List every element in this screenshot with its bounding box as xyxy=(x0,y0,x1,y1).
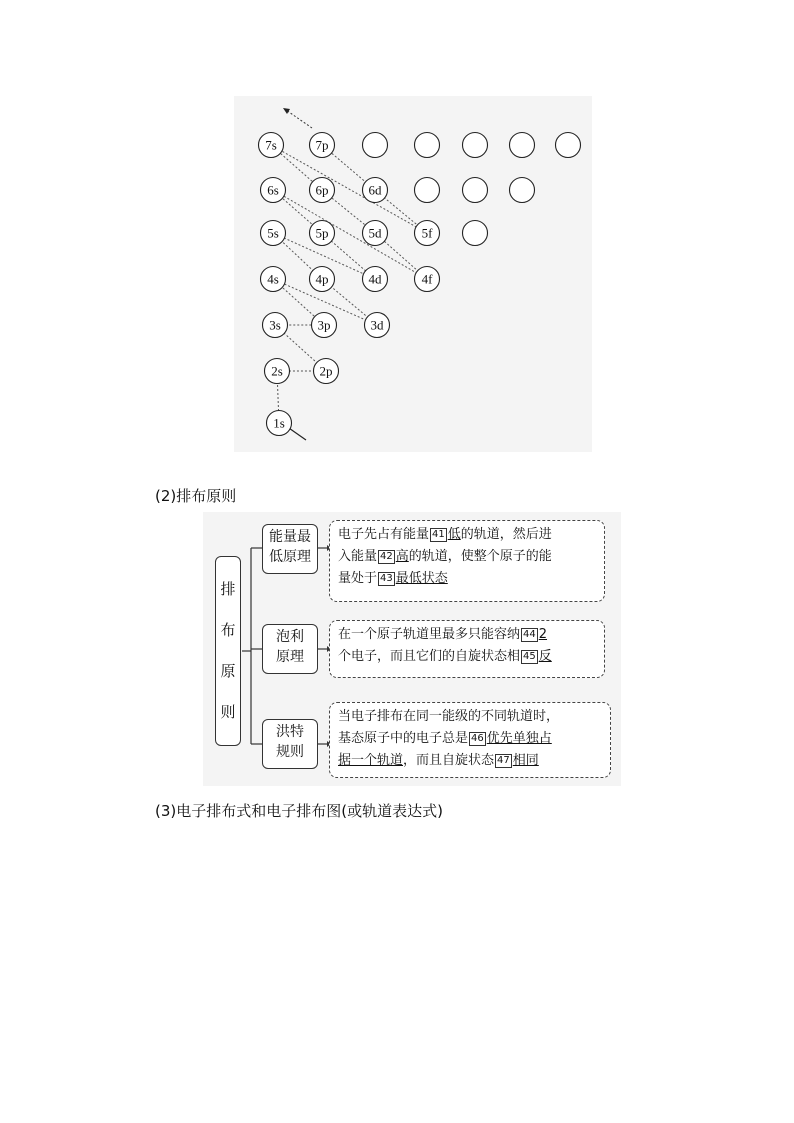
orbital-label: 5d xyxy=(368,225,382,241)
blank-number: 47 xyxy=(497,755,510,766)
desc-text: 的轨道，使整个原子的能 xyxy=(408,549,552,564)
desc-text: ，而且自旋状态 xyxy=(403,753,495,768)
orbital-6s xyxy=(261,178,286,203)
orbital-label: 7s xyxy=(265,137,277,153)
orbital-2s xyxy=(265,359,290,384)
answer-text: 最低状态 xyxy=(395,571,448,586)
empty-orbital xyxy=(510,178,535,203)
orbital-6p xyxy=(310,178,335,203)
filling-order-line xyxy=(271,145,427,423)
blank-number: 46 xyxy=(471,733,484,744)
principles-root-box xyxy=(215,556,241,746)
orbital-3s xyxy=(263,313,288,338)
orbital-3d xyxy=(365,313,390,338)
end-arrow xyxy=(286,110,312,128)
answer-text: 高 xyxy=(395,549,409,564)
orbital-5f xyxy=(415,221,440,246)
section-heading-configuration: (3)电子排布式和电子排布图(或轨道表达式) xyxy=(155,802,443,820)
section-heading-arrangement-principles: (2)排布原则 xyxy=(155,487,237,505)
orbital-diagram-svg xyxy=(234,96,592,452)
answer-text: 优先单独占 xyxy=(486,731,552,746)
desc-text: 当电子排布在同一能级的不同轨道时， xyxy=(338,709,560,724)
orbital-label: 6s xyxy=(267,182,279,198)
orbital-label: 6p xyxy=(315,182,329,198)
orbital-4p xyxy=(310,267,335,292)
empty-orbital xyxy=(510,133,535,158)
rule-desc-lowest-energy xyxy=(329,520,605,602)
rule-desc-pauli xyxy=(329,620,605,678)
orbital-7p xyxy=(310,133,335,158)
orbital-6d xyxy=(363,178,388,203)
rule-name-line: 能量最 xyxy=(269,529,311,545)
desc-text: 在一个原子轨道里最多只能容纳 xyxy=(338,627,521,642)
rule-name-lowest-energy xyxy=(262,524,318,574)
root-char: 布 xyxy=(220,621,236,639)
desc-text: 基态原子中的电子总是 xyxy=(338,731,469,746)
empty-orbital xyxy=(463,133,488,158)
orbital-label: 5f xyxy=(421,225,433,241)
orbital-4s xyxy=(261,267,286,292)
rule-name-line: 原理 xyxy=(276,649,304,665)
answer-text: 据一个轨道 xyxy=(338,753,404,768)
orbital-label: 5p xyxy=(315,225,329,241)
rule-name-line: 洪特 xyxy=(276,724,304,740)
desc-text: 个电子，而且它们的自旋状态相 xyxy=(338,649,521,664)
orbital-label: 4d xyxy=(368,271,382,287)
orbital-label: 4p xyxy=(315,271,329,287)
blank-number: 42 xyxy=(380,551,393,562)
rule-desc-hund xyxy=(329,702,611,778)
orbital-4d xyxy=(363,267,388,292)
orbital-1s xyxy=(267,411,292,436)
root-char: 则 xyxy=(220,703,236,721)
blank-number: 44 xyxy=(523,629,536,640)
filling-order-path xyxy=(271,108,427,440)
orbital-label: 4f xyxy=(421,271,433,287)
orbital-4f xyxy=(415,267,440,292)
answer-text: 相同 xyxy=(512,753,539,768)
rule-name-hund xyxy=(262,719,318,769)
orbital-label: 7p xyxy=(315,137,329,153)
orbital-label: 4s xyxy=(267,271,279,287)
rule-name-pauli xyxy=(262,624,318,674)
orbital-label: 1s xyxy=(273,415,285,431)
desc-text: 的轨道，然后进 xyxy=(460,527,552,542)
desc-text: 电子先占有能量 xyxy=(338,527,430,542)
rule-name-line: 规则 xyxy=(276,744,304,760)
orbital-7s xyxy=(259,133,284,158)
blank-number: 45 xyxy=(523,651,536,662)
desc-text: 量处于 xyxy=(338,571,378,586)
orbital-label: 2s xyxy=(271,363,283,379)
orbital-label: 6d xyxy=(368,182,382,198)
root-char: 排 xyxy=(220,580,236,598)
empty-orbital xyxy=(463,178,488,203)
rule-name-line: 泡利 xyxy=(276,629,304,645)
empty-orbital xyxy=(556,133,581,158)
desc-text: 入能量 xyxy=(338,549,378,564)
orbital-5d xyxy=(363,221,388,246)
end-arrowhead xyxy=(283,108,290,114)
orbital-label: 5s xyxy=(267,225,279,241)
orbital-label: 3s xyxy=(269,317,281,333)
orbital-label: 2p xyxy=(319,363,333,379)
rule-name-line: 低原理 xyxy=(269,549,311,565)
answer-text: 低 xyxy=(447,527,461,542)
root-char: 原 xyxy=(220,662,236,680)
orbital-5s xyxy=(261,221,286,246)
blank-number: 43 xyxy=(380,573,393,584)
answer-text: 2 xyxy=(538,627,548,642)
orbital-circles xyxy=(259,133,581,436)
orbital-5p xyxy=(310,221,335,246)
empty-orbital xyxy=(415,133,440,158)
empty-orbital xyxy=(415,178,440,203)
orbital-2p xyxy=(314,359,339,384)
orbital-label: 3p xyxy=(317,317,331,333)
empty-orbital xyxy=(463,221,488,246)
orbital-label: 3d xyxy=(370,317,384,333)
arrangement-principles-diagram xyxy=(203,512,621,786)
blank-number: 41 xyxy=(432,529,445,540)
empty-orbital xyxy=(363,133,388,158)
orbital-3p xyxy=(312,313,337,338)
answer-text: 反 xyxy=(538,649,552,664)
orbital-filling-diagram xyxy=(234,96,592,452)
